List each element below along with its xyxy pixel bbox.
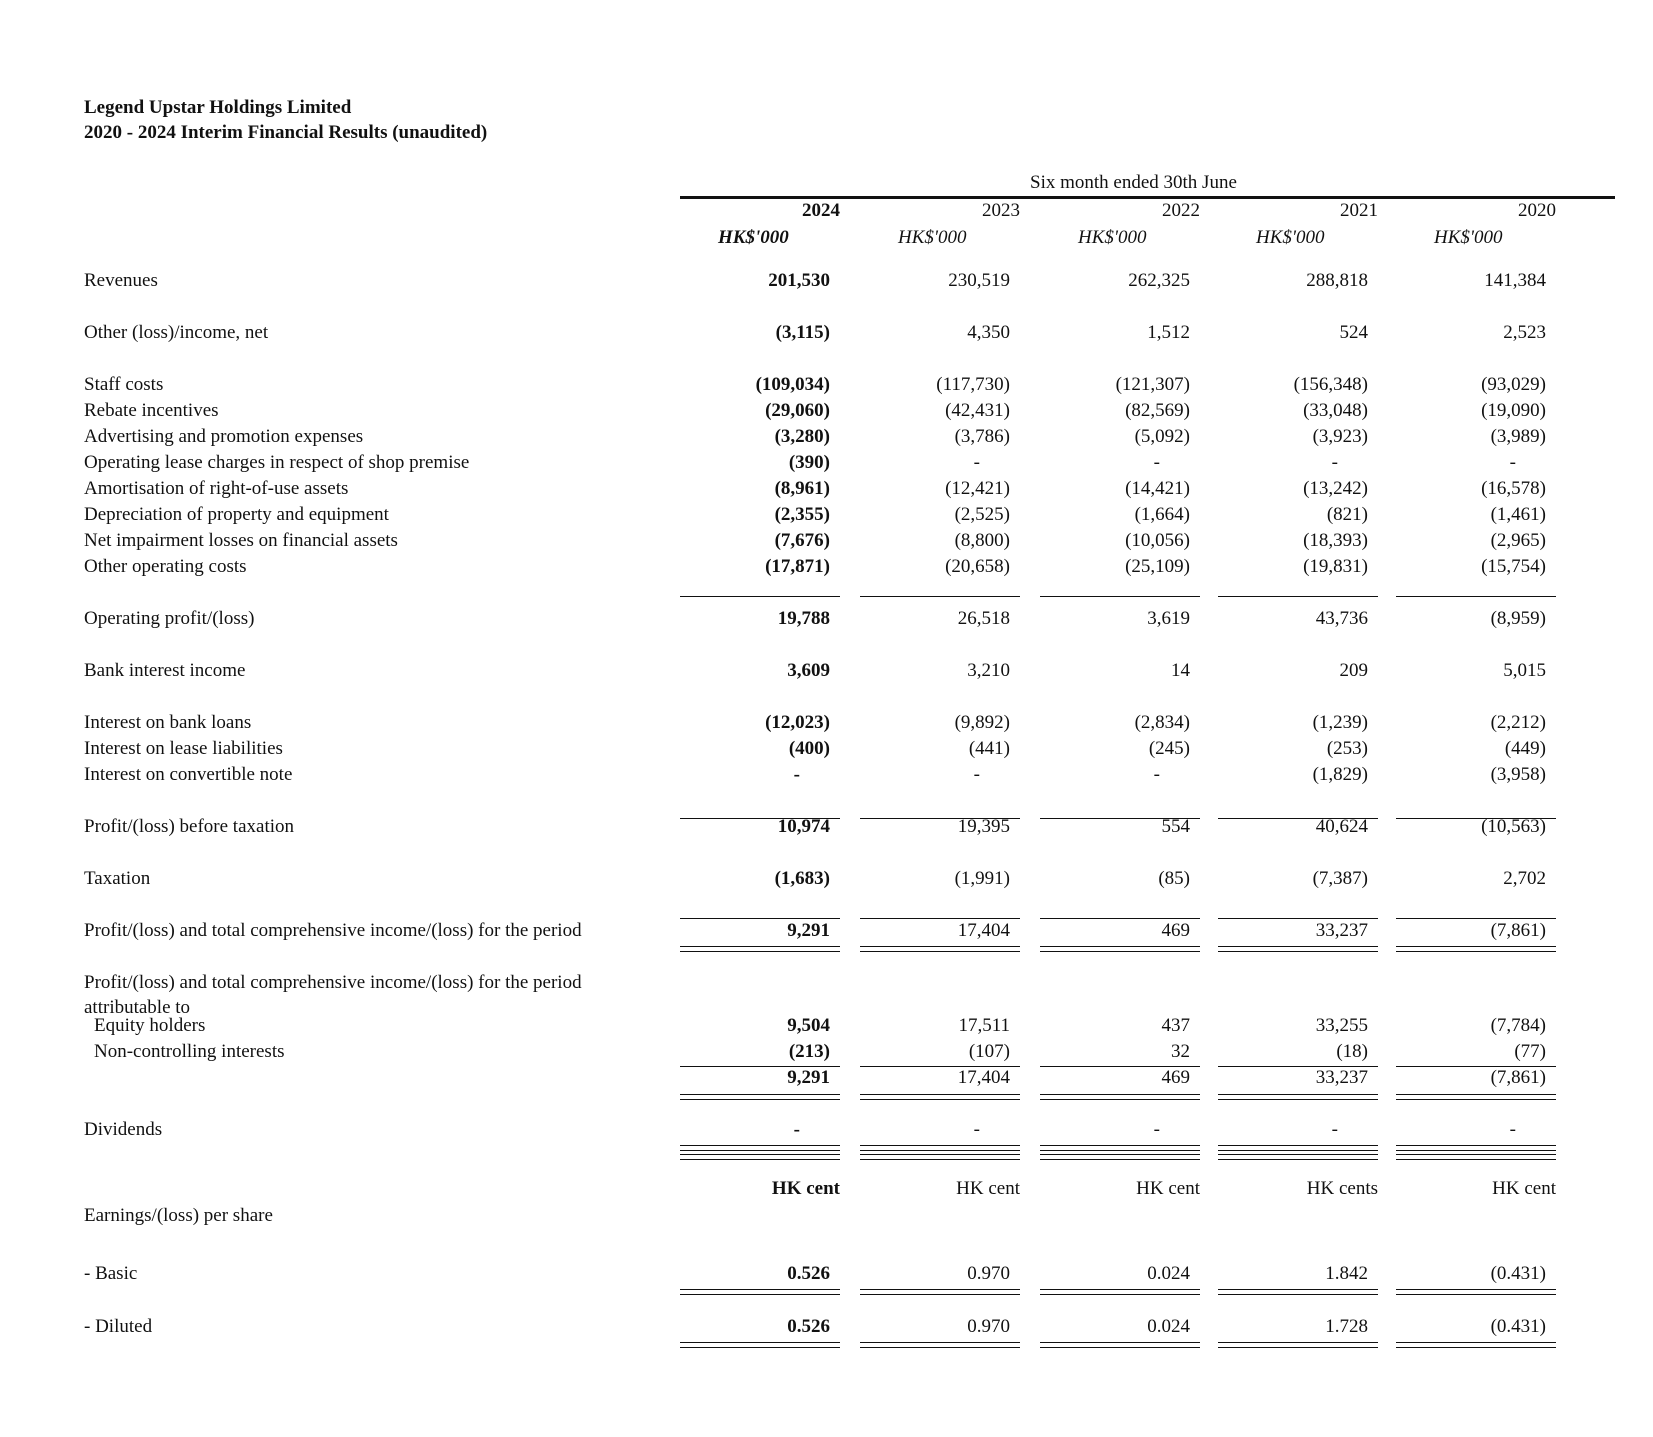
single-rule <box>1218 1066 1378 1067</box>
cell-2021: 209 <box>1339 660 1368 681</box>
year-header-2022: 2022 <box>1162 200 1200 221</box>
cell-2022: (82,569) <box>1125 400 1190 421</box>
cell-2023: 26,518 <box>957 608 1010 629</box>
single-rule <box>1218 596 1378 597</box>
single-rule <box>1396 818 1556 819</box>
double-rule <box>1396 1342 1556 1348</box>
cell-2023: (117,730) <box>936 374 1010 395</box>
cell-2020: (19,090) <box>1481 400 1546 421</box>
double-rule <box>860 1094 1020 1100</box>
cell-2021: (1,239) <box>1312 712 1368 733</box>
header-rule <box>680 196 1615 199</box>
row-label: Profit/(loss) and total comprehensive income/(loss) for the period <box>84 920 582 941</box>
attributable-label-line-2: attributable to <box>84 997 191 1018</box>
cell-2023: (20,658) <box>945 556 1010 577</box>
cell-2023: 17,404 <box>957 920 1010 941</box>
cell-2020: (0.431) <box>1490 1316 1546 1337</box>
cell-2024: (29,060) <box>765 400 830 421</box>
cell-2020: (449) <box>1504 738 1546 759</box>
cell-2022: (25,109) <box>1125 556 1190 577</box>
cell-2022: 3,619 <box>1147 608 1190 629</box>
cell-2020: (8,959) <box>1490 608 1546 629</box>
cell-2023: (441) <box>968 738 1010 759</box>
cell-2020: 2,702 <box>1503 868 1546 889</box>
cell-2020: (7,861) <box>1490 920 1546 941</box>
year-header-2023: 2023 <box>982 200 1020 221</box>
cell-2021: 524 <box>1339 322 1368 343</box>
row-label: Other operating costs <box>84 556 247 577</box>
cell-2021: - <box>1331 1119 1338 1140</box>
row-label: Advertising and promotion expenses <box>84 426 364 447</box>
cell-2024: (3,280) <box>774 426 830 447</box>
double-rule <box>1218 1154 1378 1160</box>
row-label: - Basic <box>84 1263 138 1284</box>
cell-2020: - <box>1509 1119 1516 1140</box>
cent-header-2024: HK cent <box>771 1178 840 1199</box>
cell-2021: (821) <box>1326 504 1368 525</box>
cell-2023: (42,431) <box>945 400 1010 421</box>
single-rule <box>680 1066 840 1067</box>
report-subtitle: 2020 - 2024 Interim Financial Results (unaudited) <box>84 122 488 143</box>
cell-2022: (14,421) <box>1125 478 1190 499</box>
row-label: Equity holders <box>94 1015 206 1036</box>
cell-2022: (5,092) <box>1134 426 1190 447</box>
double-rule <box>680 1094 840 1100</box>
double-rule <box>860 946 1020 952</box>
cell-2024: 201,530 <box>768 270 830 291</box>
double-rule <box>860 1145 1020 1151</box>
period-header: Six month ended 30th June <box>1030 172 1237 193</box>
cell-2020: (0.431) <box>1490 1263 1546 1284</box>
cell-2023: - <box>973 764 980 785</box>
double-rule <box>680 946 840 952</box>
single-rule <box>680 818 840 819</box>
cell-2022: 32 <box>1171 1041 1190 1062</box>
cell-2021: (13,242) <box>1303 478 1368 499</box>
double-rule <box>1040 1094 1200 1100</box>
cent-header-2022: HK cent <box>1136 1178 1200 1199</box>
row-label: Net impairment losses on financial assets <box>84 530 398 551</box>
cell-2024: (17,871) <box>765 556 830 577</box>
cell-2021: (7,387) <box>1312 868 1368 889</box>
cell-2022: - <box>1153 1119 1160 1140</box>
cell-2021: 1.842 <box>1325 1263 1368 1284</box>
double-rule <box>1396 1094 1556 1100</box>
double-rule <box>1040 1154 1200 1160</box>
row-label: Amortisation of right-of-use assets <box>84 478 349 499</box>
cell-2024: (2,355) <box>774 504 830 525</box>
cell-2024: (12,023) <box>765 712 830 733</box>
cell-2021: 33,255 <box>1315 1015 1368 1036</box>
row-label: Bank interest income <box>84 660 246 681</box>
single-rule <box>680 596 840 597</box>
double-rule <box>1218 1342 1378 1348</box>
row-label: Non-controlling interests <box>94 1041 285 1062</box>
cell-2024: 9,291 <box>787 1067 830 1088</box>
cell-2022: 0.024 <box>1147 1263 1190 1284</box>
double-rule <box>1396 1145 1556 1151</box>
cell-2020: 5,015 <box>1503 660 1546 681</box>
cell-2021: 288,818 <box>1306 270 1368 291</box>
double-rule <box>1396 1154 1556 1160</box>
cell-2022: (2,834) <box>1134 712 1190 733</box>
single-rule <box>1040 596 1200 597</box>
cent-header-2023: HK cent <box>956 1178 1020 1199</box>
single-rule <box>860 918 1020 919</box>
cell-2023: 17,511 <box>958 1015 1010 1036</box>
year-header-2024: 2024 <box>802 200 840 221</box>
cell-2023: 3,210 <box>967 660 1010 681</box>
cell-2024: (8,961) <box>774 478 830 499</box>
double-rule <box>1218 1094 1378 1100</box>
cell-2020: (3,958) <box>1490 764 1546 785</box>
row-label: Other (loss)/income, net <box>84 322 269 343</box>
single-rule <box>680 918 840 919</box>
cell-2024: (1,683) <box>774 868 830 889</box>
double-rule <box>1040 1342 1200 1348</box>
row-label: Profit/(loss) before taxation <box>84 816 295 837</box>
double-rule <box>1396 1289 1556 1295</box>
double-rule <box>860 1342 1020 1348</box>
unit-header-2024: HK$'000 <box>718 227 789 248</box>
cell-2024: 10,974 <box>777 816 830 837</box>
cell-2020: (7,784) <box>1490 1015 1546 1036</box>
double-rule <box>1040 946 1200 952</box>
row-label: Operating lease charges in respect of shop premise <box>84 452 470 473</box>
row-label: Staff costs <box>84 374 164 395</box>
cell-2024: - <box>793 764 800 785</box>
single-rule <box>1040 818 1200 819</box>
cell-2024: 9,504 <box>787 1015 830 1036</box>
cell-2022: 469 <box>1161 920 1190 941</box>
cell-2023: (9,892) <box>954 712 1010 733</box>
cell-2020: (16,578) <box>1481 478 1546 499</box>
cell-2024: (3,115) <box>775 322 830 343</box>
cell-2020: - <box>1509 452 1516 473</box>
cell-2024: 19,788 <box>777 608 830 629</box>
single-rule <box>1396 918 1556 919</box>
double-rule <box>1040 1289 1200 1295</box>
cell-2023: (107) <box>968 1041 1010 1062</box>
cell-2024: (7,676) <box>774 530 830 551</box>
cell-2023: - <box>973 452 980 473</box>
row-label: Interest on bank loans <box>84 712 252 733</box>
cell-2021: 33,237 <box>1315 1067 1368 1088</box>
cell-2020: (1,461) <box>1490 504 1546 525</box>
cell-2024: (390) <box>788 452 830 473</box>
row-label: Depreciation of property and equipment <box>84 504 389 525</box>
row-label: - Diluted <box>84 1316 153 1337</box>
cell-2020: (10,563) <box>1481 816 1546 837</box>
single-rule <box>1396 596 1556 597</box>
double-rule <box>860 1289 1020 1295</box>
cell-2022: 0.024 <box>1147 1316 1190 1337</box>
row-label: Taxation <box>84 868 151 889</box>
single-rule <box>1218 918 1378 919</box>
single-rule <box>1040 918 1200 919</box>
cell-2024: 3,609 <box>787 660 830 681</box>
cell-2022: 437 <box>1161 1015 1190 1036</box>
double-rule <box>1396 946 1556 952</box>
cell-2023: (12,421) <box>945 478 1010 499</box>
cell-2024: - <box>793 1119 800 1140</box>
double-rule <box>860 1154 1020 1160</box>
single-rule <box>1218 818 1378 819</box>
cell-2020: (93,029) <box>1481 374 1546 395</box>
cell-2021: 1.728 <box>1325 1316 1368 1337</box>
cell-2024: 0.526 <box>787 1316 830 1337</box>
cell-2023: 0.970 <box>967 1263 1010 1284</box>
double-rule <box>1218 1145 1378 1151</box>
row-label: Interest on lease liabilities <box>84 738 283 759</box>
company-name: Legend Upstar Holdings Limited <box>84 97 352 118</box>
cell-2021: (156,348) <box>1293 374 1368 395</box>
cell-2023: 230,519 <box>948 270 1010 291</box>
cent-header-2020: HK cent <box>1492 1178 1556 1199</box>
cell-2022: (85) <box>1158 868 1190 889</box>
row-label: Operating profit/(loss) <box>84 608 255 629</box>
row-label: Interest on convertible note <box>84 764 293 785</box>
cell-2023: 17,404 <box>957 1067 1010 1088</box>
cell-2022: 554 <box>1161 816 1190 837</box>
double-rule <box>1040 1145 1200 1151</box>
cell-2023: - <box>973 1119 980 1140</box>
cell-2023: (1,991) <box>954 868 1010 889</box>
cell-2020: (2,212) <box>1490 712 1546 733</box>
double-rule <box>1218 946 1378 952</box>
cell-2022: - <box>1153 764 1160 785</box>
unit-header-2021: HK$'000 <box>1256 227 1325 248</box>
cell-2022: (1,664) <box>1134 504 1190 525</box>
cell-2021: (18,393) <box>1303 530 1368 551</box>
cell-2020: 2,523 <box>1503 322 1546 343</box>
cell-2021: 33,237 <box>1315 920 1368 941</box>
cell-2024: 9,291 <box>787 920 830 941</box>
cell-2020: (3,989) <box>1490 426 1546 447</box>
double-rule <box>680 1154 840 1160</box>
cell-2024: (213) <box>788 1041 830 1062</box>
unit-header-2022: HK$'000 <box>1078 227 1147 248</box>
cell-2024: (400) <box>788 738 830 759</box>
cell-2022: 262,325 <box>1128 270 1190 291</box>
attributable-label-line-1: Profit/(loss) and total comprehensive income/(loss) for the period <box>84 972 582 993</box>
unit-header-2023: HK$'000 <box>898 227 967 248</box>
cell-2021: 43,736 <box>1315 608 1368 629</box>
single-rule <box>860 818 1020 819</box>
cell-2020: (77) <box>1514 1041 1546 1062</box>
double-rule <box>680 1145 840 1151</box>
single-rule <box>1040 1066 1200 1067</box>
single-rule <box>860 1066 1020 1067</box>
cell-2024: (109,034) <box>755 374 830 395</box>
cell-2021: (3,923) <box>1312 426 1368 447</box>
cell-2023: (8,800) <box>954 530 1010 551</box>
double-rule <box>680 1289 840 1295</box>
row-label: Dividends <box>84 1119 163 1140</box>
cell-2021: (253) <box>1326 738 1368 759</box>
cell-2023: 19,395 <box>957 816 1010 837</box>
eps-label: Earnings/(loss) per share <box>84 1205 273 1226</box>
cell-2024: 0.526 <box>787 1263 830 1284</box>
cell-2023: 4,350 <box>967 322 1010 343</box>
cell-2023: (2,525) <box>954 504 1010 525</box>
cell-2022: - <box>1153 452 1160 473</box>
cell-2021: (1,829) <box>1312 764 1368 785</box>
year-header-2020: 2020 <box>1518 200 1556 221</box>
unit-header-2020: HK$'000 <box>1434 227 1503 248</box>
cell-2022: 469 <box>1161 1067 1190 1088</box>
cent-header-2021: HK cents <box>1306 1178 1378 1199</box>
single-rule <box>860 596 1020 597</box>
cell-2020: 141,384 <box>1484 270 1546 291</box>
row-label: Rebate incentives <box>84 400 219 421</box>
double-rule <box>680 1342 840 1348</box>
cell-2020: (2,965) <box>1490 530 1546 551</box>
cell-2022: (10,056) <box>1125 530 1190 551</box>
cell-2022: 14 <box>1171 660 1190 681</box>
row-label: Revenues <box>84 270 158 291</box>
cell-2022: 1,512 <box>1147 322 1190 343</box>
year-header-2021: 2021 <box>1340 200 1378 221</box>
cell-2021: 40,624 <box>1315 816 1368 837</box>
cell-2021: - <box>1331 452 1338 473</box>
single-rule <box>1396 1066 1556 1067</box>
cell-2021: (33,048) <box>1303 400 1368 421</box>
cell-2023: 0.970 <box>967 1316 1010 1337</box>
cell-2020: (15,754) <box>1481 556 1546 577</box>
double-rule <box>1218 1289 1378 1295</box>
cell-2022: (121,307) <box>1115 374 1190 395</box>
cell-2022: (245) <box>1148 738 1190 759</box>
cell-2021: (18) <box>1336 1041 1368 1062</box>
cell-2023: (3,786) <box>954 426 1010 447</box>
cell-2020: (7,861) <box>1490 1067 1546 1088</box>
cell-2021: (19,831) <box>1303 556 1368 577</box>
